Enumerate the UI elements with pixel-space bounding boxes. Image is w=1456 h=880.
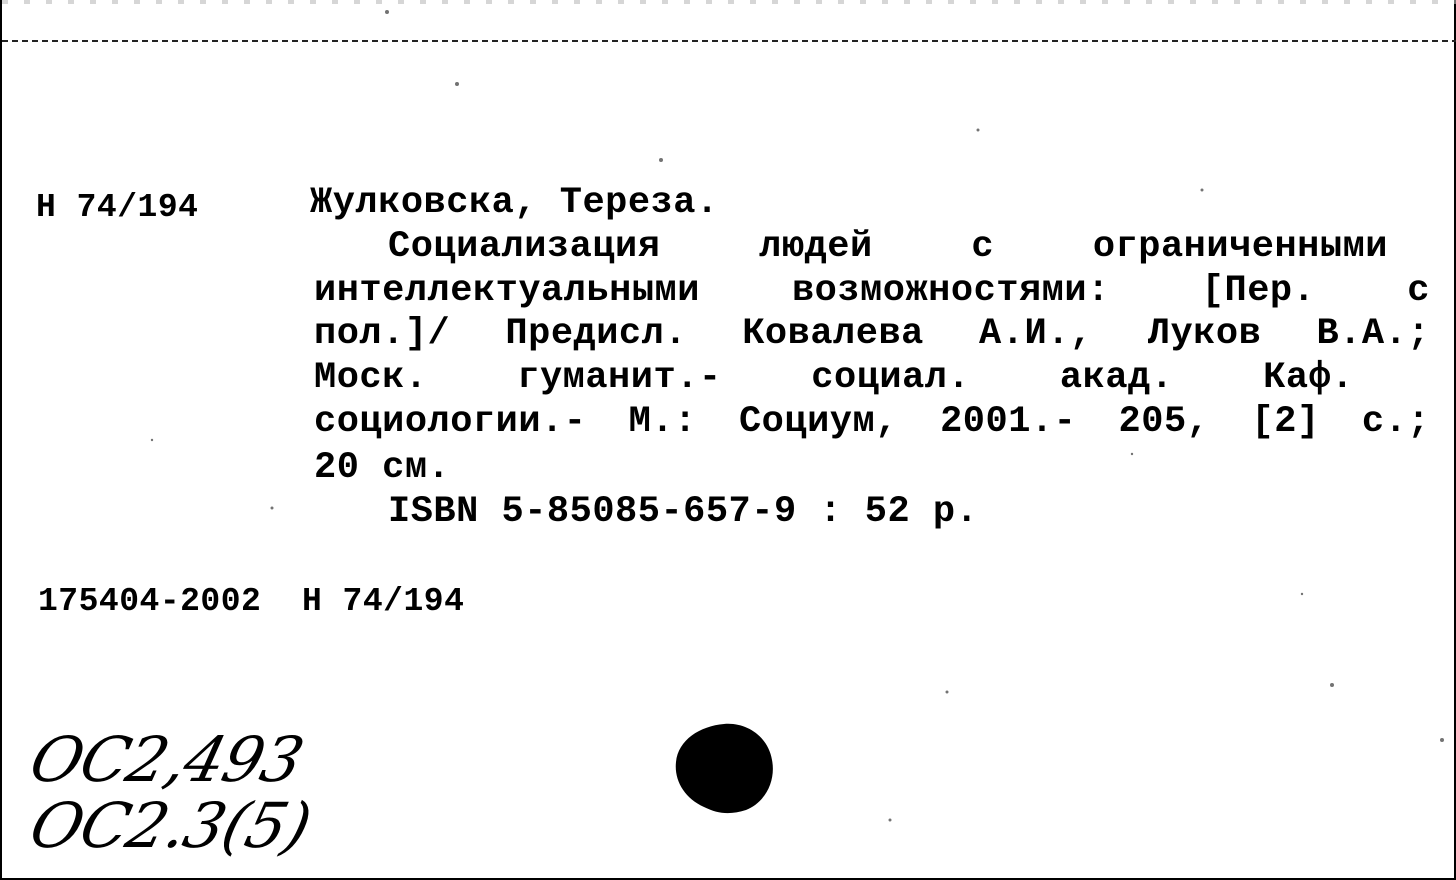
responsibility-line: пол.]/ Предисл. Ковалева А.И., Луков В.А.; <box>314 313 1430 355</box>
corporate-body-line: Моск. гуманит.- социал. акад. Каф. <box>314 357 1354 399</box>
torn-top-edge <box>2 0 1456 4</box>
accession-number: 175404-2002 Н 74/194 <box>38 583 465 620</box>
imprint-line: социологии.- М.: Социум, 2001.- 205, [2] с.; <box>314 401 1430 443</box>
dimensions-line: 20 см. <box>314 447 451 489</box>
handwritten-classification-1: ОС2,493 <box>23 723 310 796</box>
handwritten-classification-2: ОС2.3(5) <box>23 789 318 862</box>
title-line-2: интеллектуальными возможностями: [Пер. с <box>314 270 1430 312</box>
top-divider-line <box>2 40 1456 42</box>
call-number: Н 74/194 <box>36 189 199 226</box>
author-heading: Жулковска, Тереза. <box>310 182 719 224</box>
title-line-1: Социализация людей с ограниченными <box>388 226 1388 268</box>
isbn-price: ISBN 5-85085-657-9 : 52 р. <box>388 491 979 533</box>
punch-hole <box>674 722 776 814</box>
